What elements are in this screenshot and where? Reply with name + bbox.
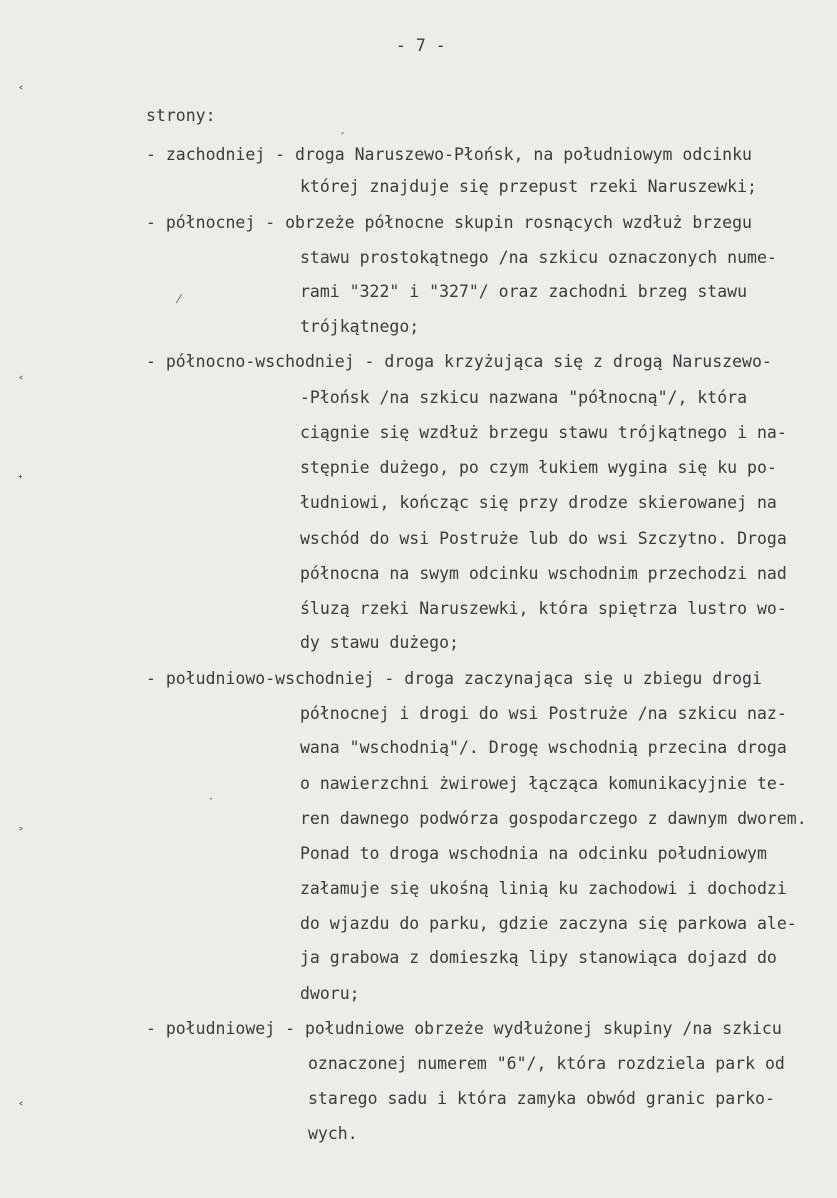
text-line: wych. <box>308 1124 358 1143</box>
text-line: wschód do wsi Postruże lub do wsi Szczytno. Droga <box>300 529 787 548</box>
text-line: stępnie dużego, po czym łukiem wygina się ku po- <box>300 458 777 477</box>
text-line: trójkątnego; <box>300 317 420 336</box>
text-line: starego sadu i która zamyka obwód granic parko- <box>308 1089 775 1108</box>
page-number: - 7 - <box>396 36 446 55</box>
text-line: północna na swym odcinku wschodnim przechodzi nad <box>300 564 787 583</box>
text-line: załamuje się ukośną linią ku zachodowi i dochodzi <box>300 879 787 898</box>
text-line: ciągnie się wzdłuż brzegu stawu trójkątnego i na- <box>300 423 787 442</box>
scan-mark: ˂ <box>18 375 24 389</box>
text-line: oznaczonej numerem "6"/, która rozdziela park od <box>308 1054 785 1073</box>
text-line: - północnej - obrzeże północne skupin rosnących wzdłuż brzegu <box>146 213 752 232</box>
text-line: której znajduje się przepust rzeki Naruszewki; <box>300 177 757 196</box>
text-line: północnej i drogi do wsi Postruże /na szkicu naz- <box>300 704 787 723</box>
scan-mark: · <box>209 792 213 806</box>
scan-mark: ´ <box>339 131 345 145</box>
text-line: ja grabowa z domieszką lipy stanowiąca dojazd do <box>300 948 777 967</box>
text-line: łudniowi, kończąc się przy drodze skierowanej na <box>300 493 777 512</box>
scan-mark: ˂ <box>18 1101 24 1115</box>
text-line: - północno-wschodniej - droga krzyżująca się z drogą Naruszewo- <box>146 352 772 371</box>
scan-mark: ˖ <box>18 469 23 483</box>
text-line: strony: <box>146 106 216 125</box>
scan-mark: ˂ <box>18 85 24 99</box>
text-line: o nawierzchni żwirowej łącząca komunikacyjnie te- <box>300 774 787 793</box>
text-line: - zachodniej - droga Naruszewo-Płońsk, na południowym odcinku <box>146 145 752 164</box>
scan-mark: ˃ <box>18 826 24 840</box>
text-line: dy stawu dużego; <box>300 633 459 652</box>
text-line: - południowej - południowe obrzeże wydłużonej skupiny /na szkicu <box>146 1019 782 1038</box>
text-line: Ponad to droga wschodnia na odcinku południowym <box>300 844 767 863</box>
scan-mark: ⁄ <box>178 292 181 306</box>
text-line: stawu prostokątnego /na szkicu oznaczonych nume- <box>300 248 777 267</box>
text-line: -Płońsk /na szkicu nazwana "północną"/, która <box>300 388 748 407</box>
text-line: wana "wschodnią"/. Drogę wschodnią przecina droga <box>300 738 787 757</box>
text-line: do wjazdu do parku, gdzie zaczyna się parkowa ale- <box>300 914 797 933</box>
text-line: śluzą rzeki Naruszewki, która spiętrza lustro wo- <box>300 599 787 618</box>
text-line: rami "322" i "327"/ oraz zachodni brzeg stawu <box>300 282 748 301</box>
text-line: ren dawnego podwórza gospodarczego z dawnym dworem. <box>300 809 807 828</box>
text-line: dworu; <box>300 984 360 1003</box>
text-line: - południowo-wschodniej - droga zaczynająca się u zbiegu drogi <box>146 669 762 688</box>
